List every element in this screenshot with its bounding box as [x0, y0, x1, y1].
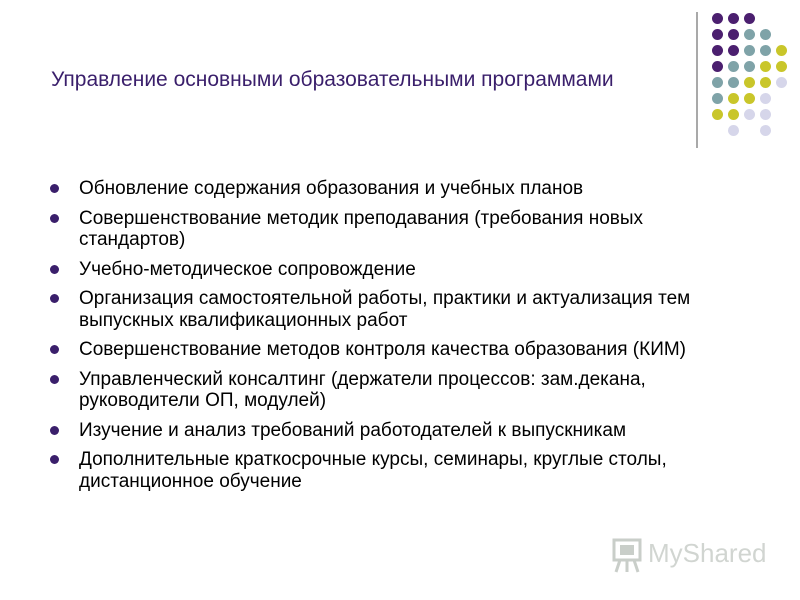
decor-dot	[760, 109, 771, 120]
decor-dot	[728, 29, 739, 40]
list-item-text: Дополнительные краткосрочные курсы, семинары, круглые столы, дистанционное обучение	[79, 449, 667, 492]
list-item-text: Организация самостоятельной работы, практики и актуализация тем выпускных квалификационных работ	[79, 288, 691, 331]
list-item	[50, 288, 750, 331]
bullet-marker	[50, 426, 59, 435]
decor-dot	[760, 77, 771, 88]
list-item-text: Изучение и анализ требований работодателей к выпускникам	[79, 419, 627, 441]
presentation-icon	[610, 534, 646, 574]
list-item	[50, 259, 750, 281]
decor-dot	[728, 109, 739, 120]
decor-dot	[728, 61, 739, 72]
decor-dot	[712, 29, 723, 40]
bullet-marker	[50, 375, 59, 384]
list-item	[50, 339, 750, 361]
decor-dot	[776, 61, 787, 72]
decor-dot	[776, 45, 787, 56]
decor-dot	[712, 109, 723, 120]
decorative-divider-line	[696, 12, 698, 148]
list-item	[50, 208, 750, 251]
decor-dot	[760, 29, 771, 40]
decor-dot	[760, 61, 771, 72]
decor-dot	[744, 77, 755, 88]
decor-dot	[728, 93, 739, 104]
list-item-text: Совершенствование методик преподавания (требования новых стандартов)	[79, 207, 644, 250]
bullet-marker	[50, 345, 59, 354]
bullet-marker	[50, 455, 59, 464]
list-item	[50, 420, 750, 442]
decor-dot	[760, 93, 771, 104]
decor-dot	[712, 93, 723, 104]
decor-dot	[728, 45, 739, 56]
decor-dot	[744, 109, 755, 120]
decor-dot	[744, 61, 755, 72]
decor-dot	[712, 13, 723, 24]
decor-dot	[760, 45, 771, 56]
list-item-text: Управленческий консалтинг (держатели процессов: зам.декана, руководители ОП, модулей)	[79, 368, 646, 411]
watermark-logo	[610, 534, 770, 574]
bullet-marker	[50, 265, 59, 274]
decor-dot	[712, 61, 723, 72]
list-item	[50, 178, 750, 200]
list-item-text: Совершенствование методов контроля качества образования (КИМ)	[79, 339, 687, 360]
watermark-text: MyShared	[648, 538, 767, 568]
bullet-marker	[50, 294, 59, 303]
bullet-list	[50, 178, 750, 500]
decor-dot	[712, 77, 723, 88]
list-item	[50, 449, 750, 492]
bullet-marker	[50, 184, 59, 193]
slide-title: Управление основными образовательными программами	[51, 68, 614, 91]
decor-dot	[728, 77, 739, 88]
bullet-marker	[50, 214, 59, 223]
decor-dot	[712, 45, 723, 56]
decor-dot	[760, 125, 771, 136]
decor-dot	[728, 125, 739, 136]
decor-dot	[728, 13, 739, 24]
decor-dot	[744, 45, 755, 56]
decor-dot	[744, 93, 755, 104]
decor-dot	[776, 77, 787, 88]
list-item-text: Учебно-методическое сопровождение	[79, 258, 416, 280]
list-item	[50, 369, 750, 412]
list-item-text: Обновление содержания образования и учебных планов	[79, 178, 584, 199]
decor-dot	[744, 13, 755, 24]
decor-dot	[744, 29, 755, 40]
